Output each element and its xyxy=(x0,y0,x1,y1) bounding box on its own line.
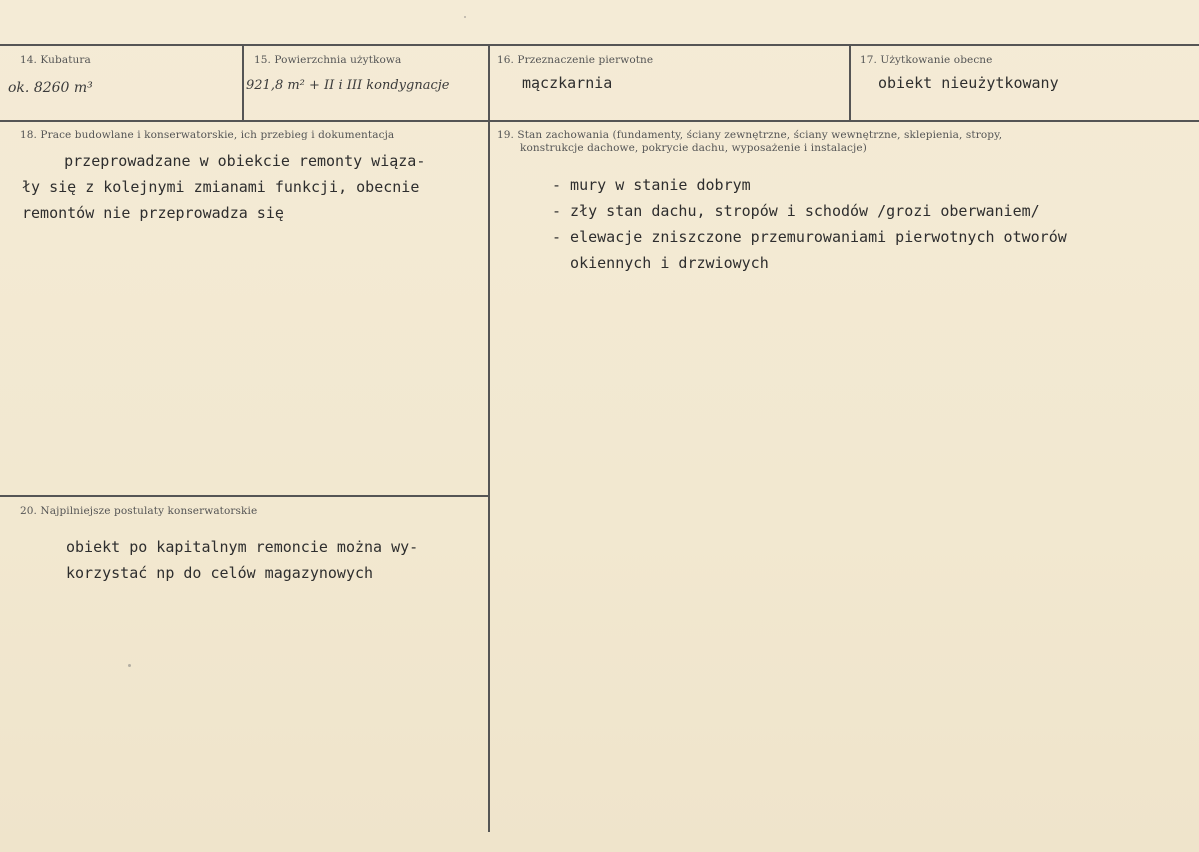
field-19-item: - zły stan dachu, stropów i schodów /grozi oberwaniem/ xyxy=(552,202,1040,220)
field-20-line-1: obiekt po kapitalnym remoncie można wy- xyxy=(66,538,419,556)
paper-speck xyxy=(128,664,131,667)
field-19-list xyxy=(552,172,1067,276)
field-20-label: 20. Najpilniejsze postulaty konserwatorskie xyxy=(20,505,258,517)
field-14-label: 14. Kubatura xyxy=(20,54,91,66)
field-18-line-2: ły się z kolejnymi zmianami funkcji, obecnie xyxy=(22,178,420,196)
field-18-line-3: remontów nie przeprowadza się xyxy=(22,204,284,222)
field-18-line-1: przeprowadzane w obiekcie remonty wiąza- xyxy=(28,152,426,170)
field-16-label: 16. Przeznaczenie pierwotne xyxy=(497,54,654,66)
divider-16-17 xyxy=(849,44,851,122)
field-15-label: 15. Powierzchnia użytkowa xyxy=(254,54,402,66)
field-19-item: - mury w stanie dobrym xyxy=(552,176,751,194)
top-row-top-border xyxy=(0,44,1199,46)
field-18-label: 18. Prace budowlane i konserwatorskie, ich przebieg i dokumentacja xyxy=(20,129,395,141)
paper-speck xyxy=(464,16,466,18)
divider-15-16 xyxy=(488,44,490,122)
field-15-value: 921,8 m² + II i III kondygnacje xyxy=(246,78,450,93)
top-row-bottom-border xyxy=(0,120,1199,122)
field-19-label-line-1: 19. Stan zachowania (fundamenty, ściany zewnętrzne, ściany wewnętrzne, sklepienia, stropy, xyxy=(497,129,1003,141)
field-14-value: ok. 8260 m³ xyxy=(8,80,93,96)
divider-18-20 xyxy=(0,495,490,497)
field-19-item: - elewacje zniszczone przemurowaniami pierwotnych otworów xyxy=(552,228,1067,246)
field-19-label-line-2: konstrukcje dachowe, pokrycie dachu, wyposażenie i instalacje) xyxy=(520,142,867,154)
divider-18-19 xyxy=(488,120,490,832)
field-20-line-2: korzystać np do celów magazynowych xyxy=(66,564,374,582)
field-16-value: mączkarnia xyxy=(522,74,613,92)
field-17-label: 17. Użytkowanie obecne xyxy=(860,54,993,66)
field-17-value: obiekt nieużytkowany xyxy=(878,74,1059,92)
divider-14-15 xyxy=(242,44,244,122)
field-19-item: okiennych i drzwiowych xyxy=(552,254,769,272)
